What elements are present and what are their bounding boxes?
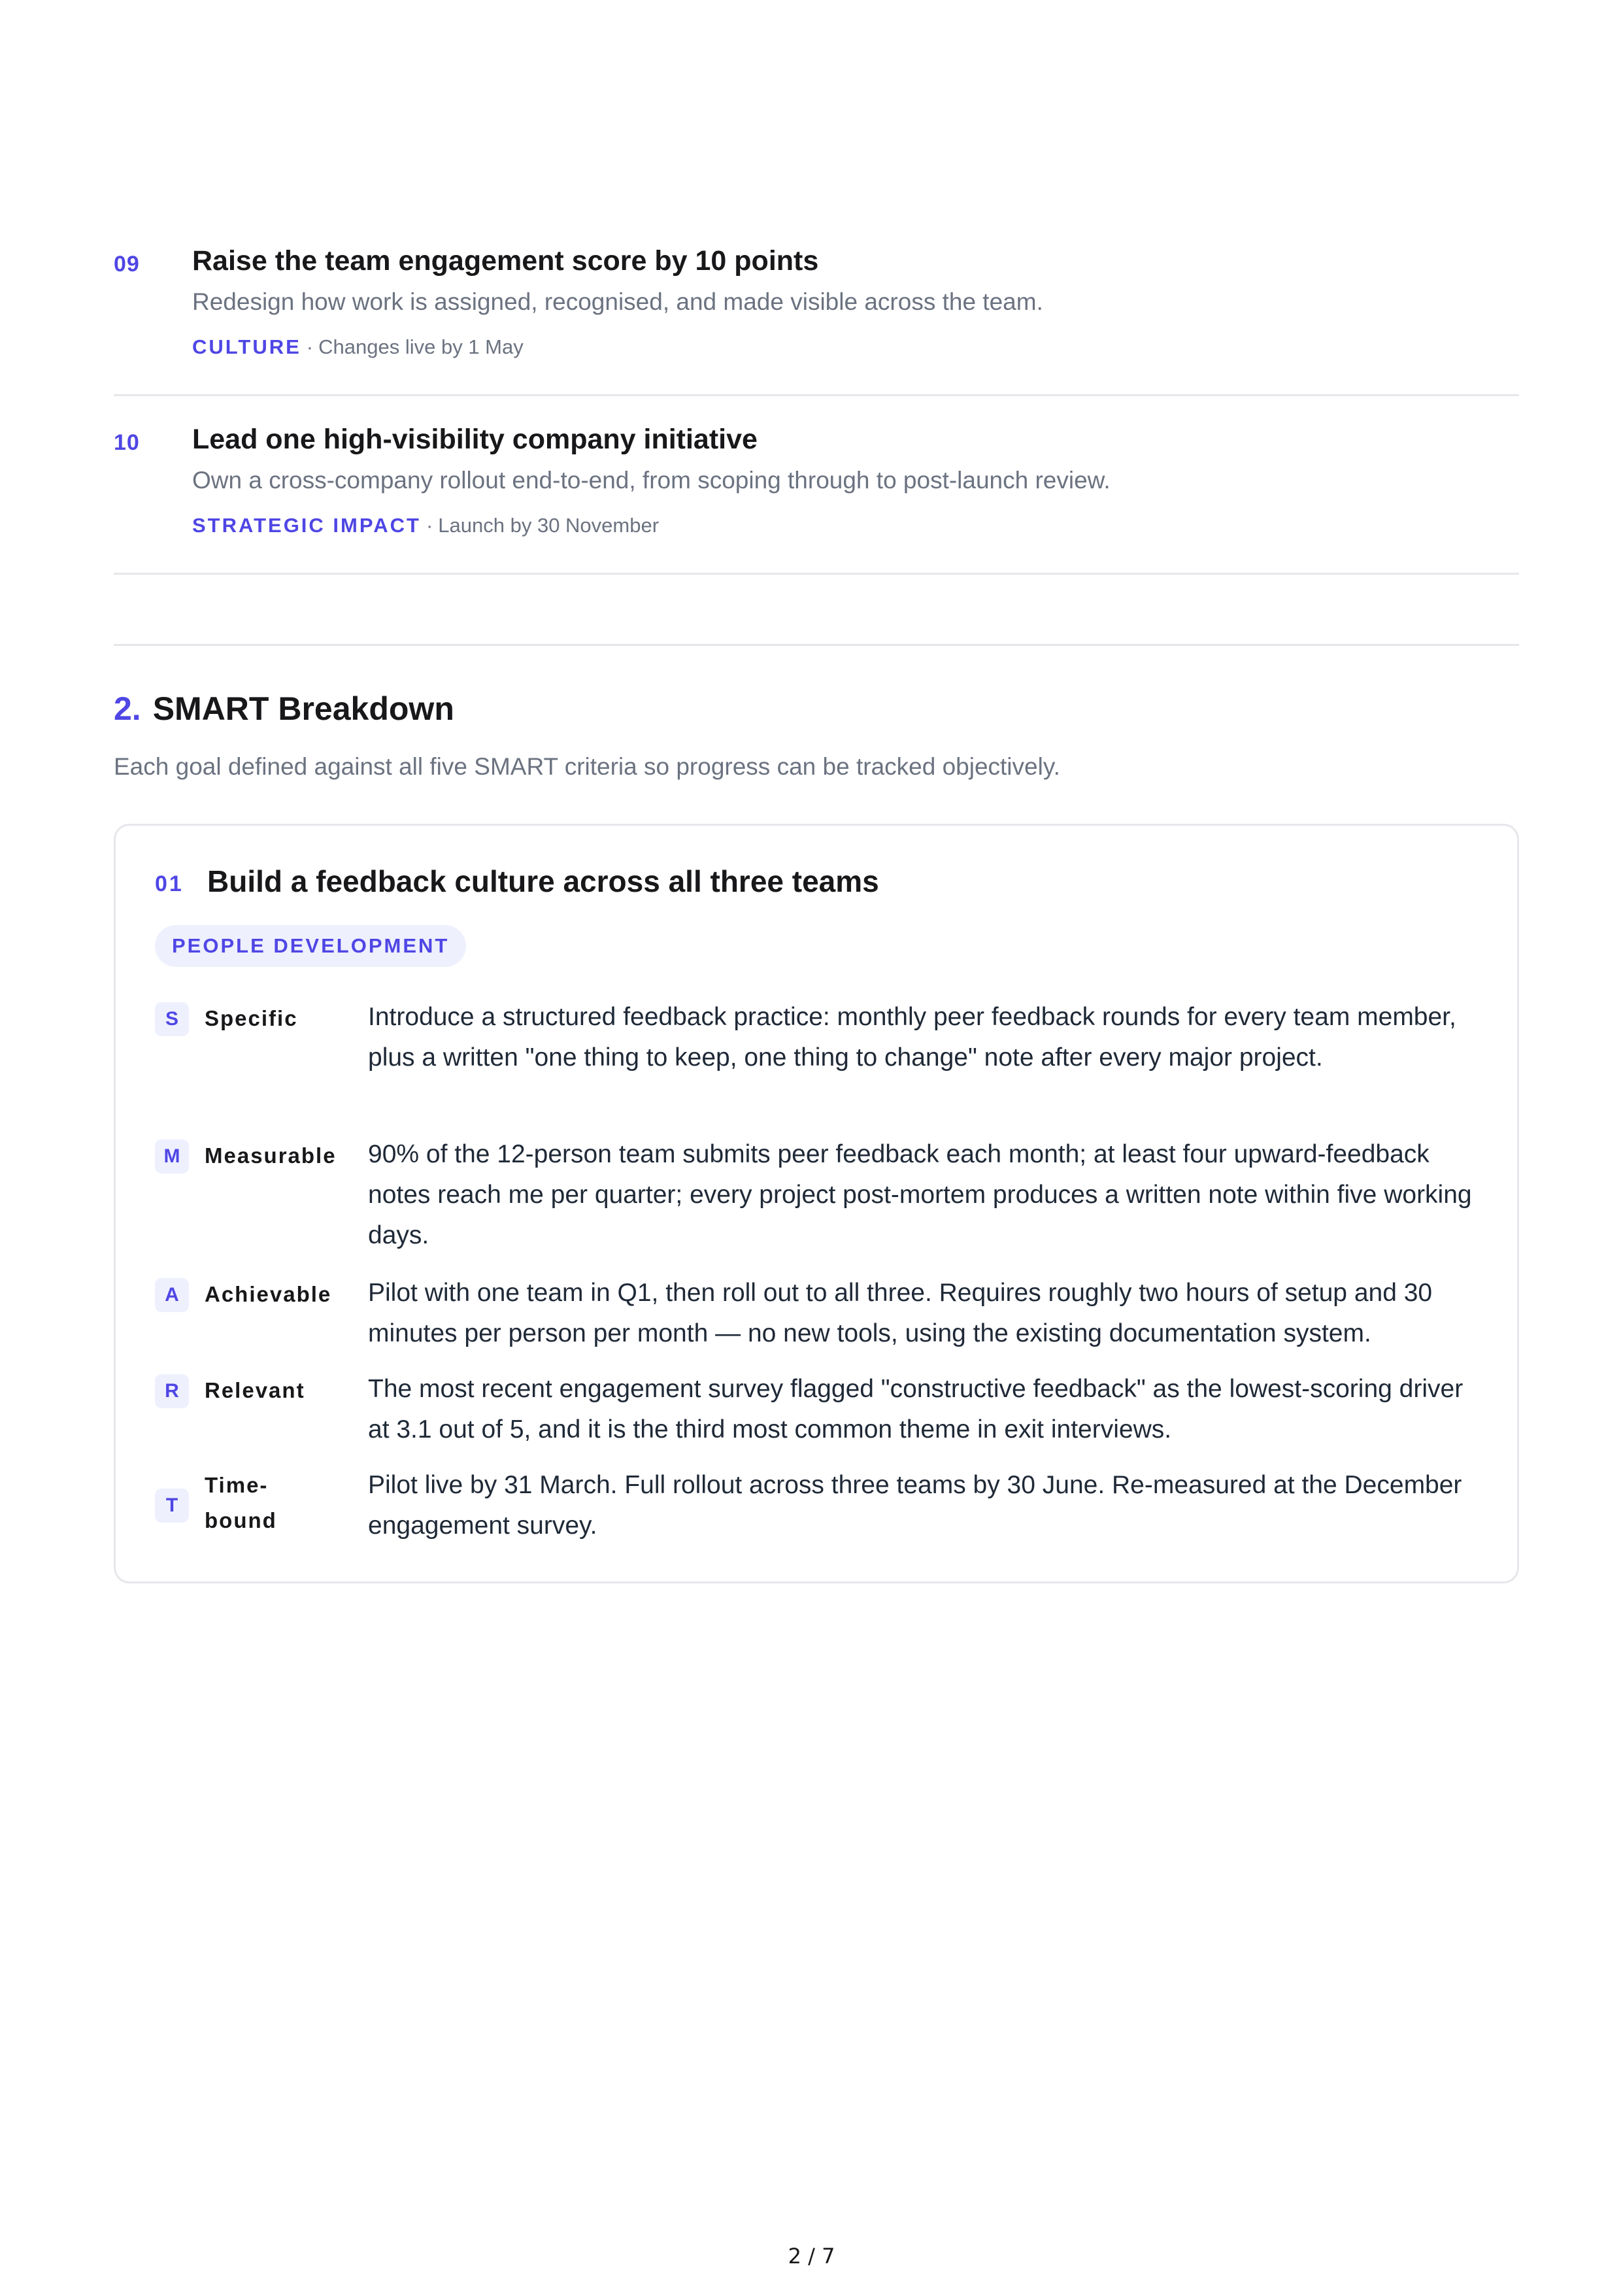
goal-deadline: Launch by 30 November xyxy=(438,514,660,537)
smart-row-time-bound xyxy=(155,1465,1482,1549)
smart-goal-card xyxy=(114,824,1519,1583)
goal-description: Redesign how work is assigned, recognised, and made visible across the team. xyxy=(192,288,1043,315)
criterion-letter: M xyxy=(155,1140,189,1173)
section-number: 2. xyxy=(114,690,141,727)
goal-item xyxy=(114,245,1519,396)
criterion-text: Pilot live by 31 March. Full rollout across three teams by 30 June. Re-measured at the December engagement survey. xyxy=(368,1471,1462,1540)
goal-title: Lead one high-visibility company initiative xyxy=(192,424,758,455)
goal-item xyxy=(114,424,1519,575)
section-heading xyxy=(114,690,454,728)
criterion-label: Achievable xyxy=(205,1282,332,1306)
criterion-letter: S xyxy=(155,1002,189,1036)
criterion-label: Measurable xyxy=(205,1143,337,1168)
smart-row-measurable xyxy=(155,1134,1482,1258)
section-subtitle: Each goal defined against all five SMART criteria so progress can be tracked objectively. xyxy=(114,753,1060,780)
criterion-letter: A xyxy=(155,1278,189,1312)
criterion-letter: T xyxy=(155,1489,189,1523)
meta-separator: · xyxy=(426,514,433,537)
section-title: SMART Breakdown xyxy=(152,690,454,727)
smart-row-achievable xyxy=(155,1273,1482,1357)
goal-meta xyxy=(192,335,524,359)
page-number: 2 / 7 xyxy=(788,2244,835,2269)
card-goal-title: Build a feedback culture across all three teams xyxy=(207,864,879,898)
criterion-text: Introduce a structured feedback practice: monthly peer feedback rounds for every team member, plus a written "one thing to keep, one thing to change" note after every major project. xyxy=(368,1003,1456,1072)
document-page xyxy=(114,0,1519,2296)
meta-separator: · xyxy=(306,335,314,358)
goal-number: 10 xyxy=(114,430,140,455)
goal-category: STRATEGIC IMPACT xyxy=(192,514,421,537)
goal-number: 09 xyxy=(114,252,140,277)
card-goal-number: 01 xyxy=(155,871,184,896)
criterion-text: Pilot with one team in Q1, then roll out to all three. Requires roughly two hours of setup and 30 minutes per person per month — no new tools, using the existing documentation system. xyxy=(368,1279,1433,1347)
goal-category: CULTURE xyxy=(192,335,301,358)
criterion-label: Specific xyxy=(205,1006,298,1030)
goal-description: Own a cross-company rollout end-to-end, from scoping through to post-launch review. xyxy=(192,467,1111,494)
criterion-text: The most recent engagement survey flagged "constructive feedback" as the lowest-scoring driver at 3.1 out of 5, and it is the third most common theme in exit interviews. xyxy=(368,1375,1464,1443)
criterion-text: 90% of the 12-person team submits peer feedback each month; at least four upward-feedback notes reach me per quarter; every project post-mortem produces a written note within five working days. xyxy=(368,1140,1472,1249)
criterion-label: Relevant xyxy=(205,1378,305,1402)
criterion-letter: R xyxy=(155,1374,189,1408)
smart-row-relevant xyxy=(155,1369,1482,1453)
smart-row-specific xyxy=(155,997,1482,1121)
goal-deadline: Changes live by 1 May xyxy=(318,335,524,358)
criterion-label: Time-bound xyxy=(205,1473,277,1532)
category-badge: PEOPLE DEVELOPMENT xyxy=(155,925,466,967)
section-divider xyxy=(114,644,1519,646)
goal-meta xyxy=(192,514,659,537)
goal-title: Raise the team engagement score by 10 points xyxy=(192,245,819,277)
